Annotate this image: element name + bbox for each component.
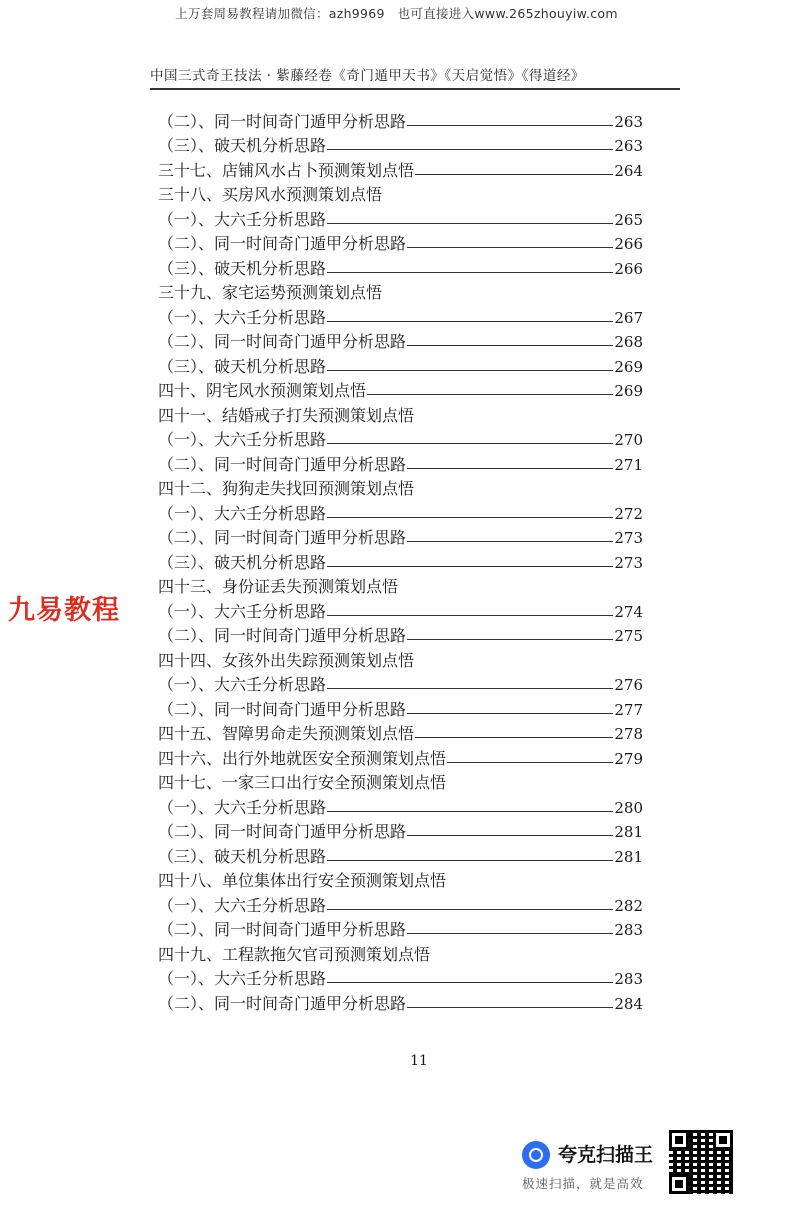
toc-entry-page: 273 <box>614 553 643 572</box>
toc-entry-title: （二）、同一时间奇门遁甲分析思路 <box>158 454 407 474</box>
toc-entry-title: （三）、破天机分析思路 <box>158 258 327 278</box>
toc-leader-line <box>407 1007 613 1008</box>
toc-entry <box>158 941 643 966</box>
toc-entry <box>158 598 643 623</box>
toc-entry-title: 三十九、家宅运势预测策划点悟 <box>158 283 383 302</box>
toc-entry <box>158 231 643 256</box>
toc-leader-line <box>407 345 613 346</box>
toc-entry-title: （二）、同一时间奇门遁甲分析思路 <box>158 528 407 547</box>
toc-leader-line <box>327 223 613 224</box>
toc-entry-page: 282 <box>614 896 643 915</box>
toc-leader-line <box>327 909 613 910</box>
brand-slogan: 极速扫描，就是高效 <box>522 1176 644 1191</box>
toc-entry <box>158 696 643 721</box>
toc-entry-page: 284 <box>614 994 643 1013</box>
toc-entry <box>158 966 643 991</box>
toc-entry-title: 四十五、智障男命走失预测策划点悟 <box>158 724 415 743</box>
toc-entry <box>158 329 643 354</box>
toc-entry-page: 270 <box>614 431 643 449</box>
toc-entry-title: （一）、大六壬分析思路 <box>158 307 327 327</box>
toc-entry-title: （二）、同一时间奇门遁甲分析思路 <box>158 920 407 939</box>
toc-entry-title: （一）、大六壬分析思路 <box>158 675 327 694</box>
toc-entry-page: 263 <box>614 112 643 131</box>
toc-leader-line <box>327 272 613 273</box>
toc-entry <box>158 451 643 476</box>
qr-finder-icon <box>669 1130 689 1150</box>
toc-entry-title: （三）、破天机分析思路 <box>158 552 327 572</box>
toc-entry-title: 四十三、身份证丢失预测策划点悟 <box>158 577 399 596</box>
toc-entry <box>158 427 643 452</box>
page-number: 11 <box>410 1053 428 1069</box>
running-header: 中国三式奇王技法 · 紫藤经卷《奇门遁甲天书》《天启觉悟》《得道经》 <box>150 68 585 84</box>
toc-leader-line <box>407 541 613 542</box>
toc-entry <box>158 402 643 427</box>
toc-entry-page: 268 <box>614 333 643 351</box>
toc-entry <box>158 819 643 844</box>
toc-entry-title: 四十六、出行外地就医安全预测策划点悟 <box>158 748 447 768</box>
toc-entry-page: 283 <box>614 970 643 988</box>
toc-entry-page: 280 <box>614 798 643 817</box>
toc-entry-title: （二）、同一时间奇门遁甲分析思路 <box>158 626 407 645</box>
toc-leader-line <box>327 982 613 983</box>
toc-entry <box>158 721 643 746</box>
toc-leader-line <box>407 247 613 248</box>
qr-finder-icon <box>713 1130 733 1150</box>
toc-entry-page: 273 <box>614 529 643 547</box>
toc-entry-title: （一）、大六壬分析思路 <box>158 969 327 988</box>
toc-entry <box>158 206 643 231</box>
toc-entry-title: 四十一、结婚戒子打失预测策划点悟 <box>158 405 415 425</box>
toc-entry-page: 283 <box>614 921 643 939</box>
toc-entry-page: 271 <box>614 455 643 474</box>
toc-entry <box>158 770 643 795</box>
toc-entry-title: 四十二、狗狗走失找回预测策划点悟 <box>158 479 415 498</box>
toc-entry-page: 269 <box>614 357 643 376</box>
brand-name: 夸克扫描王 <box>558 1144 654 1166</box>
toc-entry-title: （三）、破天机分析思路 <box>158 136 327 155</box>
toc-entry-page: 279 <box>614 749 643 768</box>
toc-entry-title: （一）、大六壬分析思路 <box>158 503 327 523</box>
toc-entry <box>158 476 643 501</box>
toc-leader-line <box>447 762 613 763</box>
toc-entry <box>158 255 643 280</box>
qr-code-icon <box>669 1130 733 1194</box>
toc-leader-line <box>327 688 613 689</box>
toc-entry-page: 277 <box>614 700 643 719</box>
toc-entry <box>158 182 643 207</box>
toc-entry-page: 265 <box>614 210 643 229</box>
toc-leader-line <box>327 517 613 518</box>
toc-entry <box>158 378 643 403</box>
toc-entry-title: 四十七、一家三口出行安全预测策划点悟 <box>158 773 447 792</box>
toc-entry <box>158 108 643 133</box>
toc-entry <box>158 549 643 574</box>
toc-leader-line <box>327 615 613 616</box>
toc-entry-title: 四十四、女孩外出失踪预测策划点悟 <box>158 650 415 670</box>
toc-entry <box>158 280 643 305</box>
toc-entry-page: 278 <box>614 725 643 743</box>
toc-leader-line <box>327 860 613 861</box>
toc-leader-line <box>407 639 613 640</box>
toc-entry-page: 264 <box>614 161 643 180</box>
qr-finder-icon <box>669 1174 689 1194</box>
toc-entry-title: 四十、阴宅风水预测策划点悟 <box>158 381 367 400</box>
toc-leader-line <box>415 737 613 738</box>
toc-entry-title: （二）、同一时间奇门遁甲分析思路 <box>158 699 407 719</box>
toc-entry <box>158 500 643 525</box>
toc-entry <box>158 647 643 672</box>
toc-entry-page: 266 <box>614 259 643 278</box>
toc-entry-title: （三）、破天机分析思路 <box>158 356 327 376</box>
toc-entry-page: 266 <box>614 235 643 253</box>
toc-entry-title: （一）、大六壬分析思路 <box>158 209 327 229</box>
toc-entry <box>158 574 643 599</box>
toc-leader-line <box>327 321 613 322</box>
toc-entry <box>158 133 643 158</box>
scanner-brand <box>520 1136 660 1196</box>
toc-entry-page: 267 <box>614 308 643 327</box>
toc-entry-page: 272 <box>614 504 643 523</box>
toc-entry-title: （二）、同一时间奇门遁甲分析思路 <box>158 234 407 253</box>
toc-entry-title: （二）、同一时间奇门遁甲分析思路 <box>158 822 407 841</box>
toc-entry-title: （二）、同一时间奇门遁甲分析思路 <box>158 993 407 1013</box>
toc-entry <box>158 917 643 942</box>
toc-leader-line <box>367 394 613 395</box>
toc-entry <box>158 304 643 329</box>
toc-entry-title: （一）、大六壬分析思路 <box>158 430 327 449</box>
toc-entry-title: （二）、同一时间奇门遁甲分析思路 <box>158 332 407 351</box>
toc-leader-line <box>407 125 613 126</box>
toc-entry-page: 263 <box>614 137 643 155</box>
top-banner: 上万套周易教程请加微信：azh9969 也可直接进入www.265zhouyiw.com <box>175 6 618 21</box>
toc-entry-page: 281 <box>614 823 643 841</box>
toc-entry <box>158 990 643 1015</box>
toc-leader-line <box>327 566 613 567</box>
toc-entry <box>158 623 643 648</box>
toc-leader-line <box>327 149 613 150</box>
toc-leader-line <box>327 811 613 812</box>
table-of-contents <box>158 108 643 1015</box>
toc-entry <box>158 843 643 868</box>
toc-entry <box>158 353 643 378</box>
toc-entry-title: （一）、大六壬分析思路 <box>158 601 327 621</box>
toc-entry-page: 274 <box>614 602 643 621</box>
toc-leader-line <box>407 713 613 714</box>
toc-entry <box>158 745 643 770</box>
toc-entry <box>158 892 643 917</box>
toc-entry-page: 275 <box>614 627 643 645</box>
toc-leader-line <box>407 933 613 934</box>
toc-leader-line <box>407 835 613 836</box>
header-rule <box>150 88 680 90</box>
toc-entry <box>158 794 643 819</box>
toc-entry-title: （一）、大六壬分析思路 <box>158 797 327 817</box>
toc-leader-line <box>415 174 613 175</box>
quark-logo-icon <box>522 1141 550 1169</box>
toc-entry-title: （三）、破天机分析思路 <box>158 846 327 866</box>
watermark: 九易教程 <box>8 595 120 626</box>
toc-leader-line <box>327 443 613 444</box>
toc-entry <box>158 672 643 697</box>
toc-entry-title: 三十七、店铺风水占卜预测策划点悟 <box>158 160 415 180</box>
toc-entry-title: 三十八、买房风水预测策划点悟 <box>158 185 383 204</box>
toc-entry-title: 四十九、工程款拖欠官司预测策划点悟 <box>158 944 431 964</box>
toc-entry <box>158 525 643 550</box>
toc-entry-title: （二）、同一时间奇门遁甲分析思路 <box>158 111 407 131</box>
toc-leader-line <box>327 370 613 371</box>
toc-entry <box>158 157 643 182</box>
toc-entry-title: （一）、大六壬分析思路 <box>158 895 327 915</box>
toc-entry-page: 281 <box>614 847 643 866</box>
toc-entry-page: 276 <box>614 676 643 694</box>
toc-leader-line <box>407 468 613 469</box>
toc-entry-title: 四十八、单位集体出行安全预测策划点悟 <box>158 871 447 890</box>
toc-entry-page: 269 <box>614 382 643 400</box>
toc-entry <box>158 868 643 893</box>
